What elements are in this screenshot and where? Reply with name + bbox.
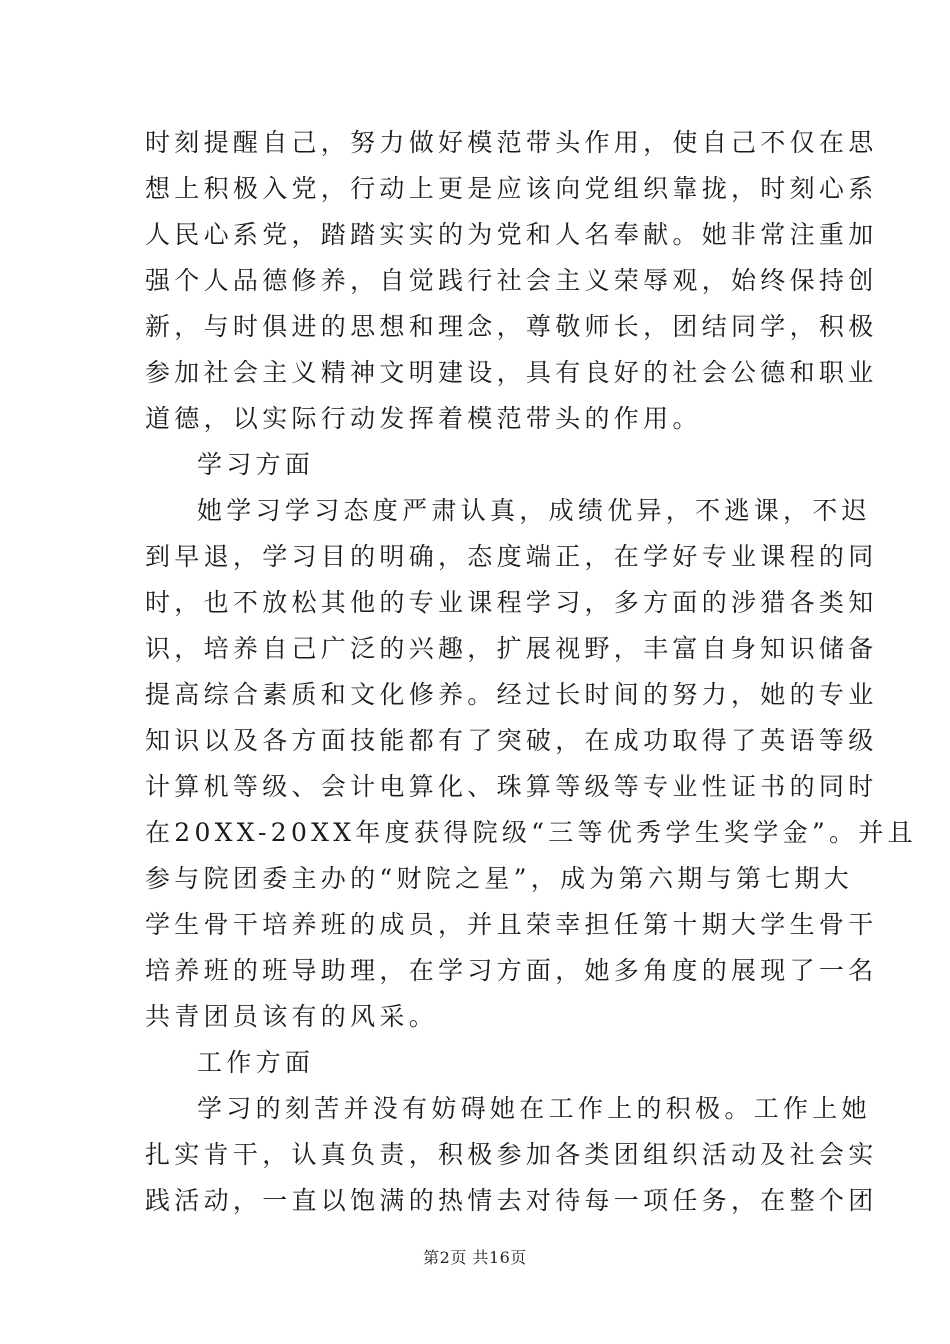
text-line: 践活动，一直以饱满的热情去对待每一项任务，在整个团	[145, 1186, 878, 1215]
text-line: 时刻提醒自己，努力做好模范带头作用，使自己不仅在思	[145, 128, 878, 157]
text-line: 参与院团委主办的“财院之星”，成为第六期与第七期大	[145, 864, 854, 893]
text-line: 识，培养自己广泛的兴趣，扩展视野，丰富自身知识储备	[145, 634, 878, 663]
document-body	[145, 120, 917, 1224]
text-line: 想上积极入党，行动上更是应该向党组织靠拢，时刻心系	[145, 174, 878, 203]
text-line: 计算机等级、会计电算化、珠算等级等专业性证书的同时	[145, 772, 878, 801]
text-line: 时，也不放松其他的专业课程学习，多方面的涉猎各类知	[145, 588, 878, 617]
text-line: 培养班的班导助理，在学习方面，她多角度的展现了一名	[145, 956, 878, 985]
text-line: 提高综合素质和文化修养。经过长时间的努力，她的专业	[145, 680, 878, 709]
text-line: 学生骨干培养班的成员，并且荣幸担任第十期大学生骨干	[145, 910, 878, 939]
text-line: 她学习学习态度严肃认真，成绩优异，不逃课，不迟	[197, 496, 871, 525]
text-line: 工作方面	[197, 1048, 315, 1077]
text-line: 学习方面	[197, 450, 315, 479]
text-line: 道德，以实际行动发挥着模范带头的作用。	[145, 404, 702, 433]
text-line: 新，与时俱进的思想和理念，尊敬师长，团结同学，积极	[145, 312, 878, 341]
text-line: 在20XX-20XX年度获得院级“三等优秀学生奖学金”。并且	[145, 818, 917, 847]
text-line: 知识以及各方面技能都有了突破，在成功取得了英语等级	[145, 726, 878, 755]
text-line: 参加社会主义精神文明建设，具有良好的社会公德和职业	[145, 358, 878, 387]
text-line: 到早退，学习目的明确，态度端正，在学好专业课程的同	[145, 542, 878, 571]
text-line: 强个人品德修养，自觉践行社会主义荣辱观，始终保持创	[145, 266, 878, 295]
text-line: 学习的刻苦并没有妨碍她在工作上的积极。工作上她	[197, 1094, 871, 1123]
text-line: 人民心系党，踏踏实实的为党和人名奉献。她非常注重加	[145, 220, 878, 249]
text-line: 扎实肯干，认真负责，积极参加各类团组织活动及社会实	[145, 1140, 878, 1169]
page-footer: 第2页 共16页	[423, 1248, 527, 1267]
text-line: 共青团员该有的风采。	[145, 1002, 439, 1031]
